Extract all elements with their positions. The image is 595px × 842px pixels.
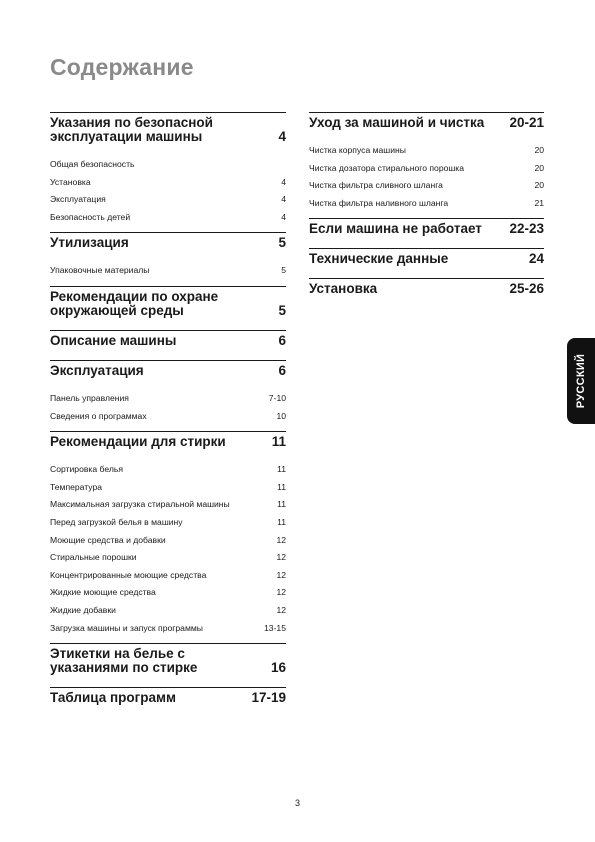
toc-section <box>309 218 544 236</box>
section-items <box>50 390 286 425</box>
entry-page: 12 <box>276 552 286 563</box>
entry-label: Концентрированные моющие средства <box>50 569 207 580</box>
entry-page: 20 <box>534 162 544 173</box>
language-tab <box>567 338 595 424</box>
entry-label: Чистка корпуса машины <box>309 145 406 155</box>
section-page: 20-21 <box>509 115 544 130</box>
section-title: Уход за машиной и чистка <box>309 115 485 130</box>
entry-page: 20 <box>534 180 544 191</box>
toc-entry <box>50 408 286 426</box>
entry-page: 11 <box>277 516 286 527</box>
toc-right-column <box>309 112 544 308</box>
toc-section <box>50 360 286 378</box>
entry-label: Температура <box>50 481 103 492</box>
toc-entry <box>309 160 544 178</box>
section-page: 6 <box>278 332 286 348</box>
toc-entry <box>50 584 286 602</box>
toc-entry <box>50 390 286 408</box>
entry-page: 4 <box>281 176 286 187</box>
entry-label: Безопасность детей <box>50 211 131 222</box>
toc-entry <box>309 195 544 213</box>
toc-entry <box>309 142 544 160</box>
toc-entry <box>50 620 286 638</box>
toc-entry <box>50 567 286 585</box>
section-items <box>50 461 286 637</box>
toc-entry <box>50 156 286 174</box>
entry-page: 20 <box>534 145 544 155</box>
entry-label: Сведения о программах <box>50 410 147 421</box>
toc-section <box>50 330 286 348</box>
section-title: Если машина не работает <box>309 221 482 237</box>
entry-page: 4 <box>281 194 286 205</box>
section-page: 11 <box>271 434 286 450</box>
entry-label: Жидкие моющие средства <box>50 587 156 598</box>
section-page: 22-23 <box>509 221 544 237</box>
section-title: Рекомендации по охране окружающей среды <box>50 288 219 318</box>
entry-label: Чистка фильтра наливного шланга <box>309 197 449 208</box>
entry-label: Упаковочные материалы <box>50 265 150 276</box>
toc-section <box>309 278 544 296</box>
toc-entry <box>50 602 286 620</box>
toc-entry <box>50 532 286 550</box>
entry-label: Стиральные порошки <box>50 552 137 563</box>
entry-page: 13-15 <box>264 622 286 633</box>
section-items <box>50 262 286 280</box>
toc-section <box>309 112 544 130</box>
toc-section <box>50 286 286 318</box>
toc-section <box>50 112 286 144</box>
entry-label: Панель управления <box>50 392 129 403</box>
entry-label: Чистка дозатора стирального порошка <box>309 162 465 173</box>
toc-entry <box>50 191 286 209</box>
section-page: 25-26 <box>509 281 544 297</box>
section-title: Технические данные <box>309 251 449 267</box>
toc-entry <box>50 496 286 514</box>
section-title: Описание машины <box>50 332 177 348</box>
entry-page: 12 <box>276 534 286 545</box>
entry-label: Чистка фильтра сливного шланга <box>309 180 443 191</box>
section-title: Утилизация <box>50 235 129 251</box>
section-page: 16 <box>270 660 286 676</box>
entry-label: Загрузка машины и запуск программы <box>50 622 203 633</box>
section-page: 17-19 <box>251 690 286 706</box>
section-items <box>309 142 544 212</box>
section-title: Этикетки на белье с указаниями по стирке <box>50 646 198 676</box>
toc-section <box>50 232 286 250</box>
toc-entry <box>50 479 286 497</box>
page-number: 3 <box>294 798 300 808</box>
toc-section <box>50 687 286 705</box>
section-title: Установка <box>309 281 378 297</box>
section-page: 5 <box>278 235 286 251</box>
entry-label: Общая безопасность <box>50 159 135 169</box>
section-title: Эксплуатация <box>50 362 144 378</box>
toc-entry <box>50 174 286 192</box>
language-tab-label: РУССКИЙ <box>575 353 587 409</box>
toc-entry <box>309 177 544 195</box>
entry-label: Сортировка белья <box>50 464 124 475</box>
toc-section <box>50 431 286 449</box>
toc-entry <box>50 549 286 567</box>
page-title: Содержание <box>50 54 194 80</box>
section-title: Рекомендации для стирки <box>50 434 226 450</box>
entry-label: Установка <box>50 176 91 187</box>
section-title: Таблица программ <box>50 690 177 706</box>
entry-label: Эксплуатация <box>50 194 106 205</box>
entry-label: Моющие средства и добавки <box>50 534 166 545</box>
toc-entry <box>50 262 286 280</box>
entry-label: Перед загрузкой белья в машину <box>50 516 183 527</box>
section-page: 5 <box>278 302 286 318</box>
toc-entry <box>50 461 286 479</box>
toc-entry <box>50 514 286 532</box>
entry-page: 12 <box>276 587 286 598</box>
entry-page: 11 <box>277 464 286 475</box>
section-items <box>50 156 286 226</box>
entry-page: 12 <box>276 604 286 615</box>
toc-entry <box>50 209 286 227</box>
entry-page: 21 <box>534 197 544 208</box>
entry-page: 12 <box>276 569 286 580</box>
section-page: 6 <box>278 362 286 378</box>
entry-page: 4 <box>281 211 286 222</box>
toc-section <box>309 248 544 266</box>
entry-page: 10 <box>276 410 286 421</box>
entry-label: Максимальная загрузка стиральной машины <box>50 499 230 510</box>
entry-page: 11 <box>277 499 286 510</box>
section-page: 4 <box>278 129 286 144</box>
section-title: Указания по безопасной эксплуатации машины <box>50 115 213 144</box>
entry-label: Жидкие добавки <box>50 604 116 615</box>
entry-page: 11 <box>277 481 286 492</box>
entry-page: 7-10 <box>268 392 286 403</box>
entry-page: 5 <box>281 265 286 276</box>
toc-section <box>50 643 286 675</box>
section-page: 24 <box>528 251 544 267</box>
toc-left-column <box>50 112 286 717</box>
